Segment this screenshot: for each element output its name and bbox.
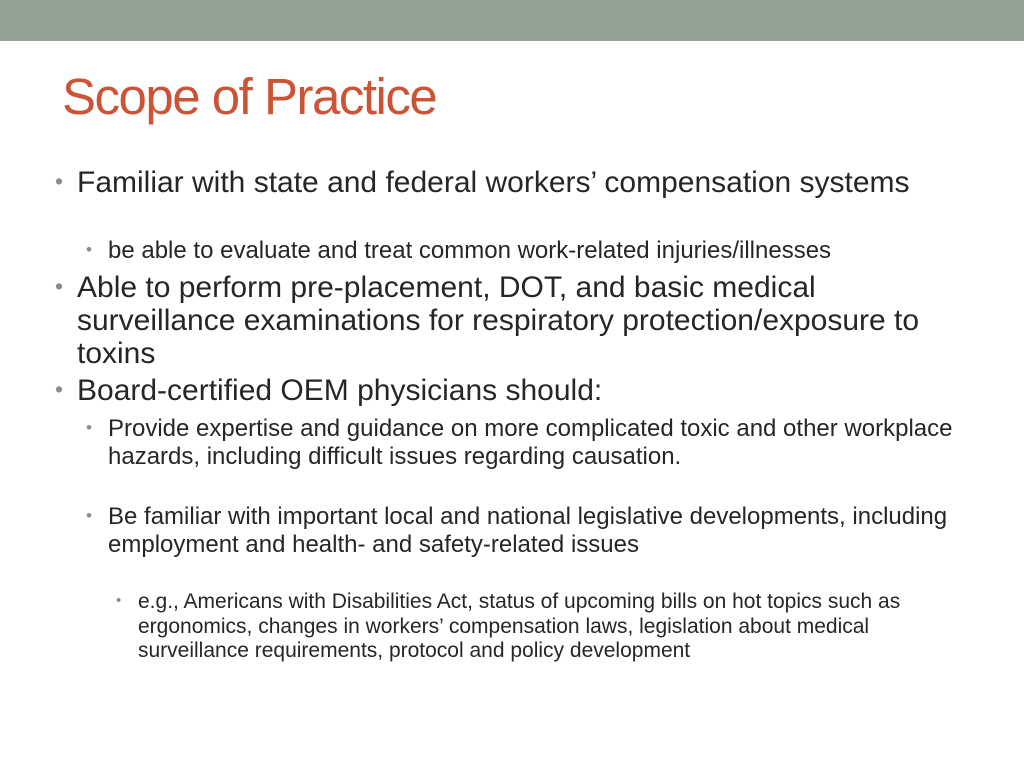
bullet-text: Be familiar with important local and national legislative developments, including employment and health- and safety-related issues [108,503,948,558]
bullet-text: Able to perform pre-placement, DOT, and basic medical surveillance examinations for respiratory protection/exposure to toxins [77,271,920,370]
bullet-dot-icon: • [86,506,92,525]
bullet-text: Provide expertise and guidance on more complicated toxic and other workplace hazards, including difficult issues regarding causation. [108,415,953,470]
bullet-level-3 [116,590,978,664]
bullet-level-2 [86,415,988,470]
bullet-level-1 [55,271,977,370]
bullet-level-2 [86,237,988,265]
bullet-level-2 [86,503,988,558]
bullet-dot-icon: • [116,592,122,609]
bullet-level-1 [55,166,977,199]
bullet-text: Board-certified OEM physicians should: [77,374,603,407]
slide-title: Scope of Practice [62,68,437,125]
bullet-text: be able to evaluate and treat common work-related injuries/illnesses [108,237,832,264]
bullet-text: Familiar with state and federal workers’ compensation systems [77,166,910,199]
bullet-dot-icon: • [55,168,64,194]
bullet-level-1 [55,374,977,407]
bullet-dot-icon: • [86,418,92,437]
bullet-text: e.g., Americans with Disabilities Act, status of upcoming bills on hot topics such as ergonomics, changes in workers’ compensation laws, legislation about medical surveillance requirements, protocol and policy development [138,590,901,662]
bullet-dot-icon: • [55,273,64,299]
bullet-dot-icon: • [86,240,92,259]
top-accent-bar [0,0,1024,41]
bullet-dot-icon: • [55,376,64,402]
